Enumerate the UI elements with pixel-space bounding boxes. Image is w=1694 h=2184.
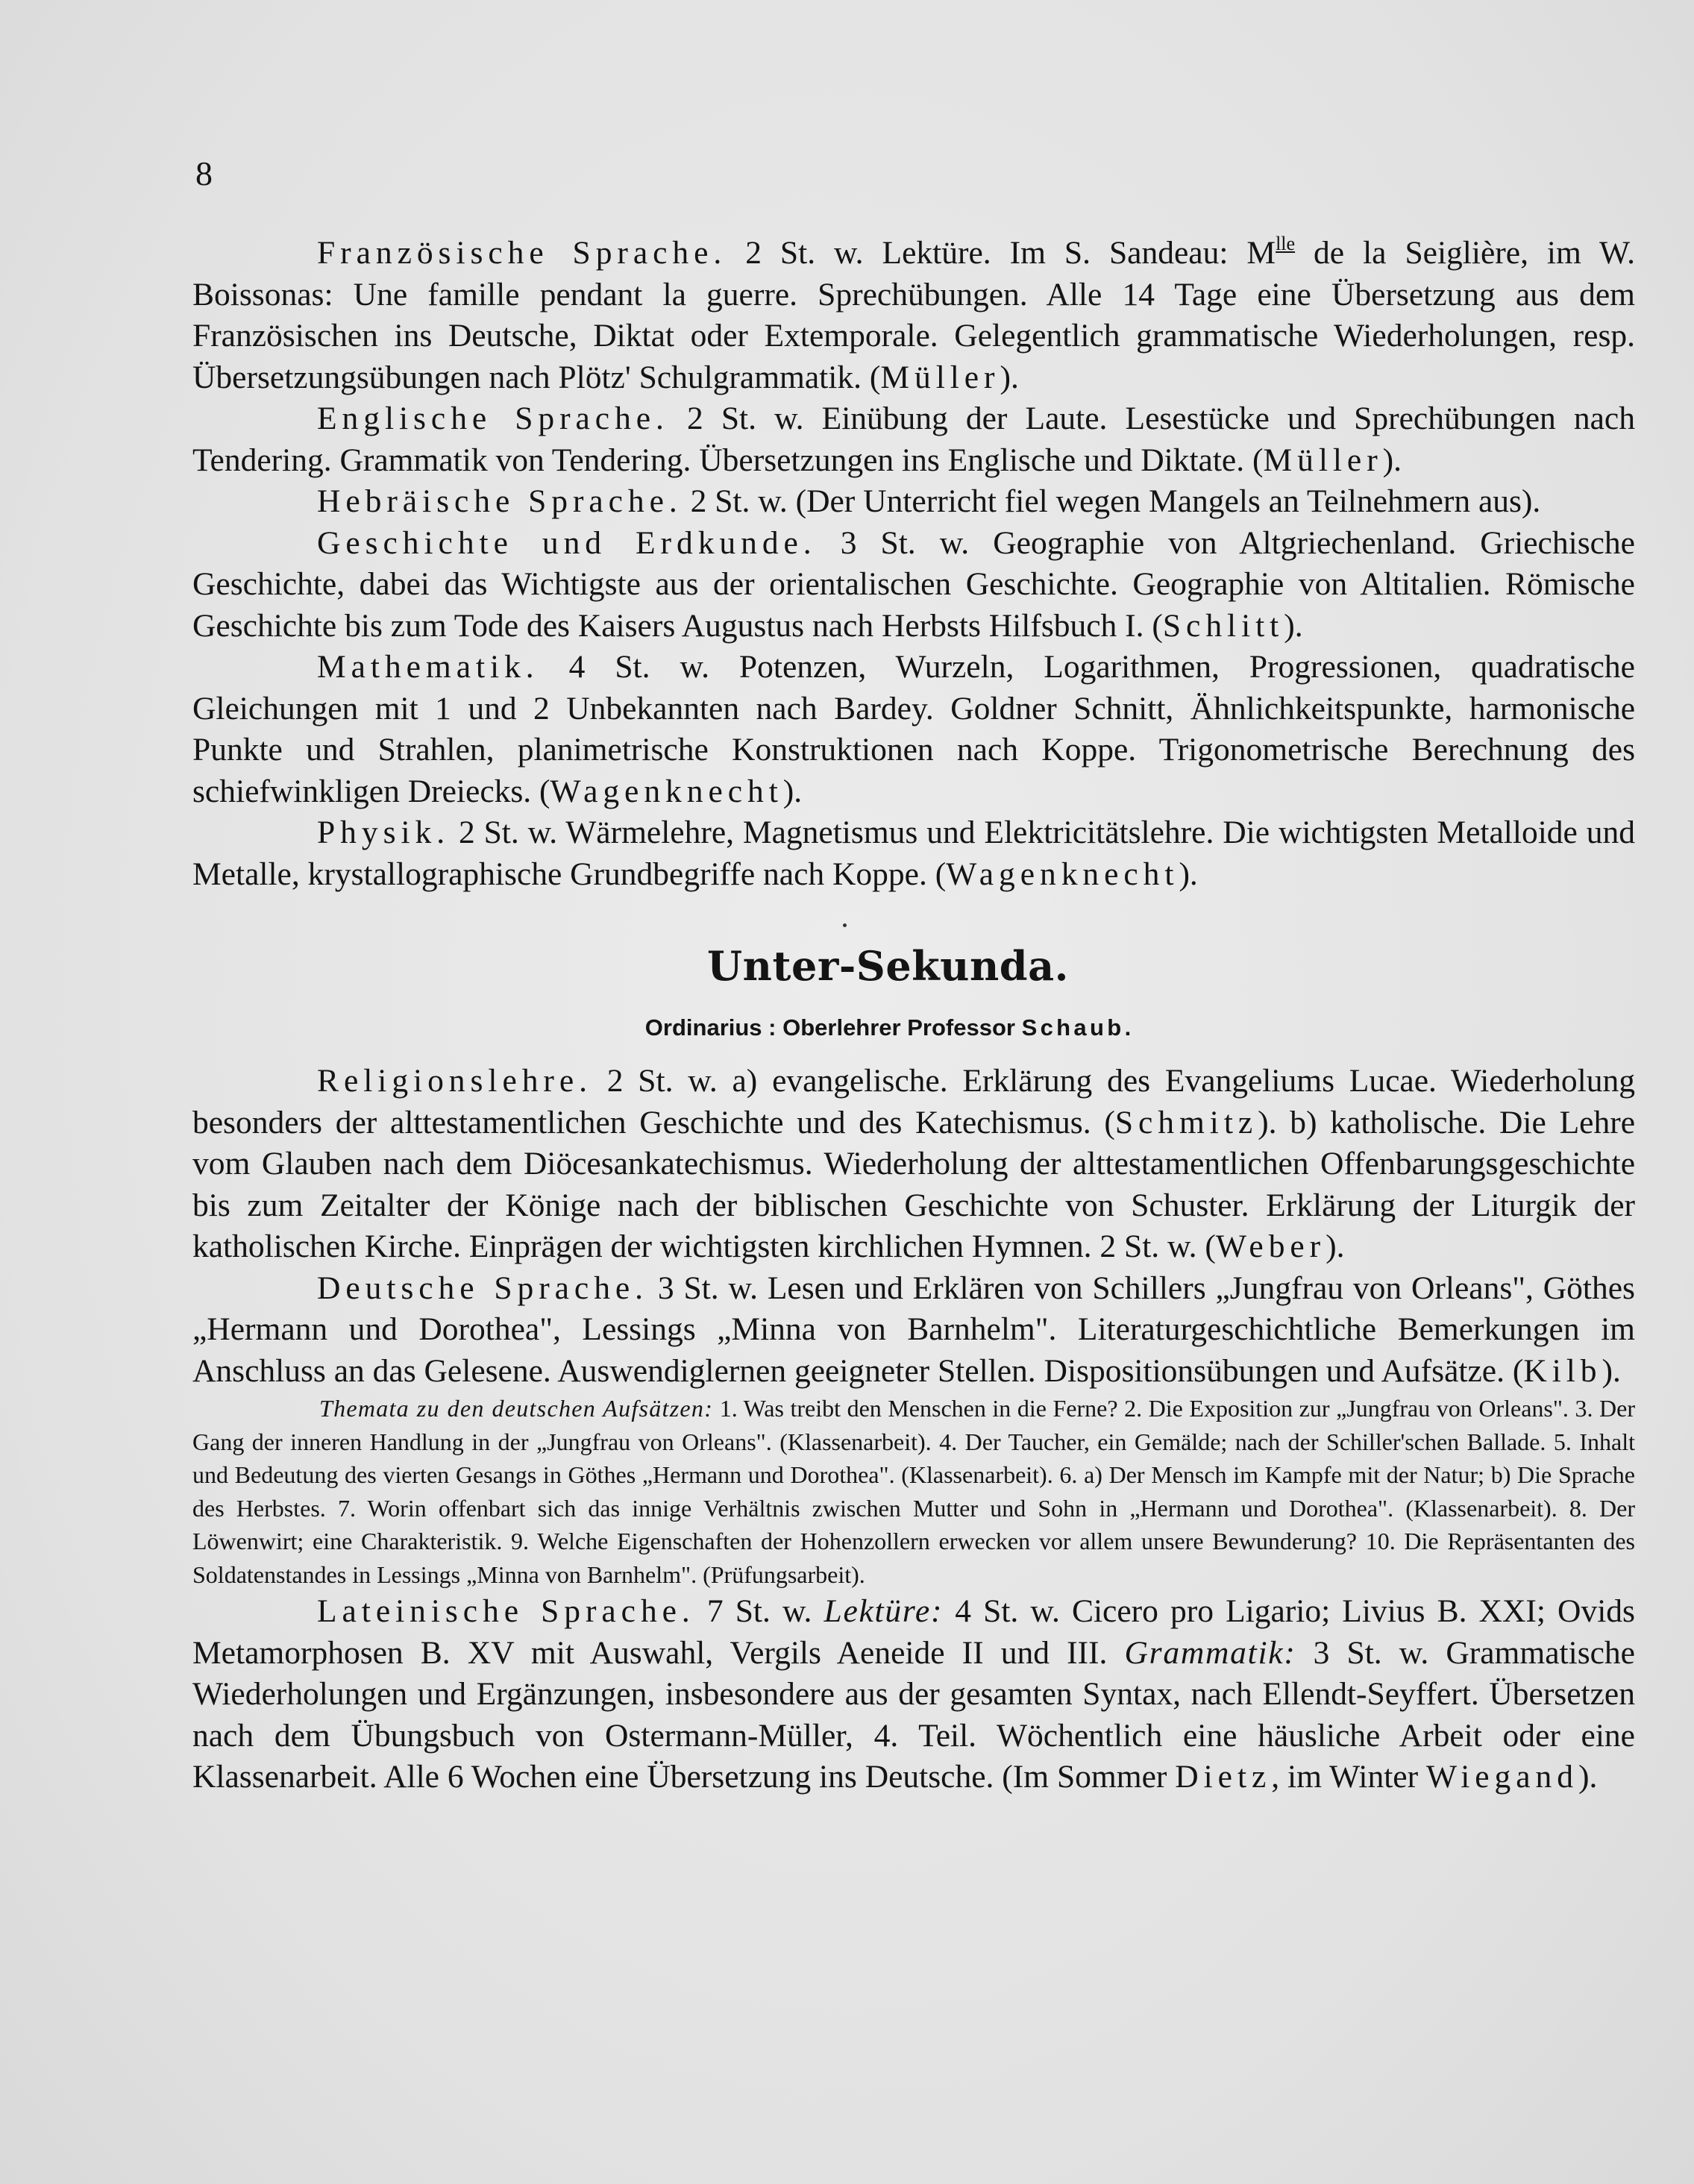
subject-heading: Geschichte und Erdkunde. [317, 524, 817, 561]
ordinarius-name: Schaub [1021, 1014, 1125, 1041]
subject-heading: Deutsche Sprache. [317, 1270, 649, 1306]
teacher-name: Wagenknecht [946, 856, 1179, 892]
lekture-label: Lektüre: [824, 1593, 944, 1629]
subject-heading: Mathematik. [317, 649, 539, 685]
teacher-name: Müller [1263, 442, 1383, 478]
paragraph-deutsch: Deutsche Sprache. 3 St. w. Lesen und Erklären von Schillers „Jungfrau von Orleans", Göthes „Hermann und Dorothea", Lessings „Minna von Barnhelm". Literaturgeschichtliche Bemerkungen im Anschluss an das Gelesene. Auswendiglernen geeigneter Stellen. Dispositionsübungen und Aufsätze. (Kilb). [192, 1270, 1635, 1389]
teacher-name: Wiegand [1425, 1759, 1578, 1795]
paragraph-franzoesisch: Französische Sprache. 2 St. w. Lektüre. Im S. Sandeau: $M^{lle}$ de la Seiglière, im W. Boissonas: Une famille pendant la guerre. Sprechübungen. Alle 14 Tage eine Übersetzung aus dem Französischen ins Deutsche, Diktat oder Extemporale. Gelegentlich grammatische Wiederholungen, resp. Übersetzungsübungen nach Plötz' Schulgrammatik. (Müller). [192, 233, 1635, 395]
paragraph-mathematik: Mathematik. 4 St. w. Potenzen, Wurzeln, Logarithmen, Progressionen, quadratische Gleichungen mit 1 und 2 Unbekannten nach Bardey. Goldner Schnitt, Ähnlichkeitspunkte, harmonische Punkte und Strahlen, planimetrische Konstruktionen nach Koppe. Trigonometrische Berechnung des schiefwinkligen Dreiecks. (Wagenknecht). [192, 649, 1635, 809]
section-unter-sekunda [192, 1061, 1635, 1798]
subject-heading: Französische Sprache. [317, 235, 727, 271]
subject-heading: Englische Sprache. [317, 401, 669, 436]
teacher-name: Wagenknecht [550, 773, 783, 809]
teacher-name: Weber [1215, 1228, 1326, 1264]
paragraph-latein: Lateinische Sprache. 7 St. w. Lektüre: 4 St. w. Cicero pro Ligario; Livius B. XXI; Ovids Metamorphosen B. XV mit Auswahl, Vergils Aeneide II und III. Grammatik: 3 St. w. Grammatische Wiederholungen und Ergänzungen, insbesondere aus der gesamten Syntax, nach Ellendt-Seyffert. Übersetzen nach dem Übungsbuch von Ostermann-Müller, 4. Teil. Wöchentlich eine häusliche Arbeit oder eine Klassenarbeit. Alle 6 Wochen eine Übersetzung ins Deutsche. (Im Sommer Dietz, im Winter Wiegand). [192, 1593, 1635, 1795]
paragraph-hebraeisch: Hebräische Sprache. 2 St. w. (Der Unterricht fiel wegen Mangels an Teilnehmern aus). [317, 483, 1541, 519]
paragraph-englisch: Englische Sprache. 2 St. w. Einübung der Laute. Lesestücke und Sprechübungen nach Tendering. Grammatik von Tendering. Übersetzungen ins Englische und Diktate. (Müller). [192, 401, 1635, 478]
section-subtitle: Ordinarius : Oberlehrer Professor Schaub. [644, 1014, 1132, 1041]
paragraph-religion: Religionslehre. 2 St. w. a) evangelische. Erklärung des Evangeliums Lucae. Wiederholung besonders der alttestamentlichen Geschichte und des Katechismus. (Schmitz). b) katholische. Die Lehre vom Glauben nach dem Diöcesankatechismus. Wiederholung der alttestamentlichen Offenbarungsgeschichte bis zum Zeitalter der Könige nach der biblischen Geschichte von Schuster. Erklärung der Liturgik der katholischen Kirche. Einprägen der wichtigsten kirchlichen Hymnen. 2 St. w. (Weber). [192, 1063, 1636, 1264]
teacher-name: Kilb [1523, 1352, 1602, 1389]
themata-label: Themata zu den deutschen Aufsätzen: [319, 1395, 714, 1422]
grammatik-label: Grammatik: [1124, 1634, 1296, 1671]
themata-list [192, 1392, 1635, 1591]
paragraph-physik: Physik. 2 St. w. Wärmelehre, Magnetismus und Elektricitätslehre. Die wichtigsten Metalloide und Metalle, krystallographische Grundbegriffe nach Koppe. (Wagenknecht). [192, 815, 1635, 892]
teacher-name: Schlitt [1162, 607, 1284, 644]
section-continuation [192, 233, 1635, 895]
teacher-name: Schmitz [1114, 1104, 1258, 1140]
paragraph-themata: Themata zu den deutschen Aufsätzen: 1. Was treibt den Menschen in die Ferne? 2. Die Exposition zur „Jungfrau von Orleans". 3. Der Gang der inneren Handlung in der „Jungfrau von Orleans". (Klassenarbeit). 4. Der Taucher, ein Gemälde; nach der Schiller'schen Ballade. 5. Inhalt und Bedeutung des vierten Gesangs in Göthes „Hermann und Dorothea". (Klassenarbeit). 6. a) Der Mensch im Kampfe mit der Natur; b) Die Sprache des Herbstes. 7. Worin offenbart sich das innige Verhältnis zwischen Mutter und Sohn in „Hermann und Dorothea". (Klassenarbeit). 8. Der Löwenwirt; eine Charakteristik. 9. Welche Eigenschaften der Hohenzollern erwecken vor allem unsere Bewunderung? 10. Die Repräsentanten des Soldatenstandes in Lessings „Minna von Barnhelm". (Prüfungsarbeit). [192, 1395, 1635, 1588]
subject-heading: Religionslehre. [317, 1063, 592, 1099]
subject-heading: Lateinische Sprache. [317, 1593, 695, 1629]
page-number: 8 [195, 154, 213, 192]
paragraph-geschichte: Geschichte und Erdkunde. 3 St. w. Geographie von Altgriechenland. Griechische Geschichte, dabei das Wichtigste aus der orientalischen Geschichte. Geographie von Altitalien. Römische Geschichte bis zum Tode des Kaisers Augustus nach Herbsts Hilfsbuch I. (Schlitt). [192, 524, 1635, 644]
subject-heading: Physik. [317, 815, 451, 850]
teacher-name: Dietz [1175, 1759, 1272, 1795]
subject-heading: Hebräische Sprache. [317, 483, 683, 519]
print-speck [843, 923, 847, 927]
teacher-name: Müller [880, 359, 1000, 395]
section-title: Unter-Sekunda. [707, 942, 1069, 990]
